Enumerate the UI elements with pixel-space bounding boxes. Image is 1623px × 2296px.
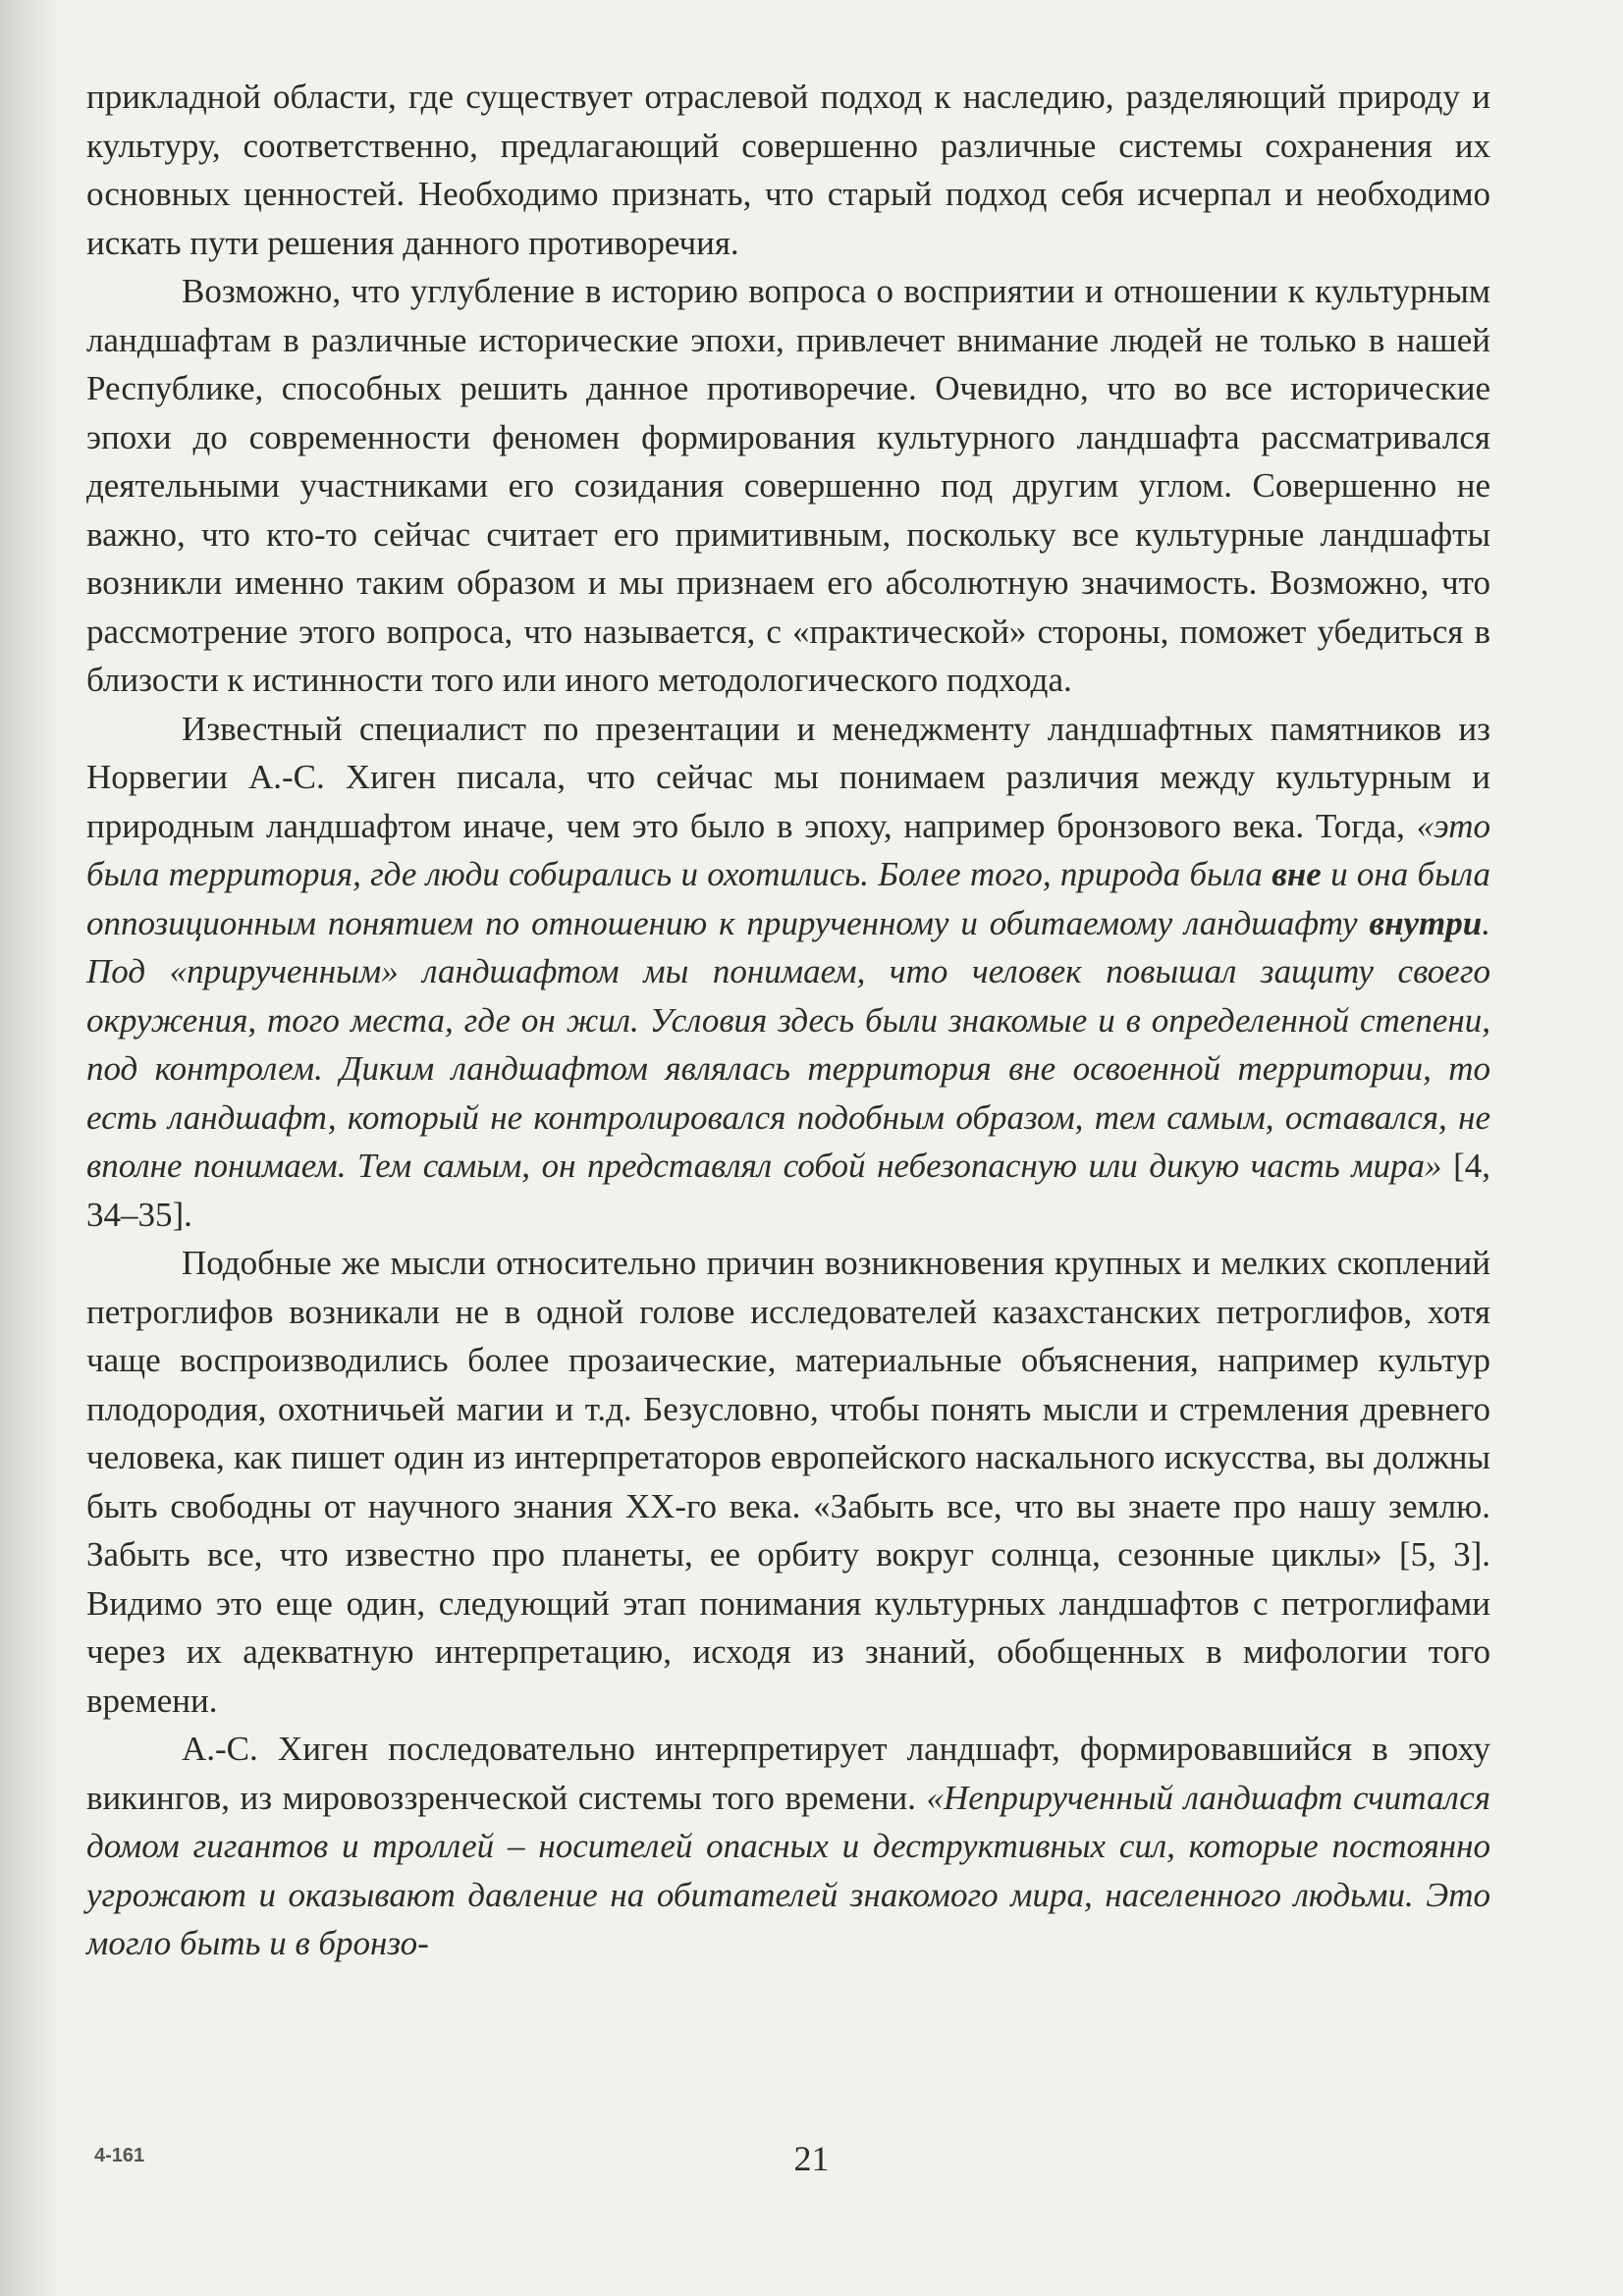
quote-text: и она была оппозиционным понятием по отношению к прирученному и обитаемому ландшафту: [86, 855, 1491, 942]
printer-signature: 4-161: [94, 2145, 145, 2166]
quote-text: вне: [1271, 855, 1322, 893]
paragraph-text: Известный специалист по презентации и менеджменту ландшафтных памятников из Норвегии А.-С. Хиген писала, что сейчас мы понимаем различия между культурным и природным ландшафтом иначе, чем это было в эпоху, например бронзового века. Тогда,: [86, 709, 1490, 845]
scan-edge-shadow: [0, 0, 59, 2296]
body-text: [86, 73, 1490, 1968]
paragraph: [86, 267, 1490, 705]
paragraph-text: прикладной области, где существует отраслевой подход к наследию, разделяющий природу и культуру, соответственно, предлагающий совершенно различные системы сохранения их основных ценностей. Необходимо признать, что старый подход себя исчерпал и необходимо искать пути решения данного противоречия.: [86, 78, 1490, 262]
paragraph-text: Возможно, что углубление в историю вопроса о восприятии и отношении к культурным ландшафтам в различные исторические эпохи, привлечет внимание людей не только в нашей Республике, способных решить данное противоречие. Очевидно, что во все исторические эпохи до современности феномен формирования культурного ландшафта рассматривался деятельными участниками его созидания совершенно под другим углом. Совершенно не важно, что кто-то сейчас считает его примитивным, поскольку все культурные ландшафты возникли именно таким образом и мы признаем его абсолютную значимость. Возможно, что рассмотрение этого вопроса, что называется, с «практической» стороны, поможет убедиться в близости к истинности того или иного методологического подхода.: [86, 272, 1490, 699]
paragraph-text: Подобные же мысли относительно причин возникновения крупных и мелких скоплений петроглифов возникали не в одной голове исследователей казахстанских петроглифов, хотя чаще воспроизводились более прозаические, материальные объяснения, например культур плодородия, охотничьей магии и т.д. Безусловно, чтобы понять мысли и стремления древнего человека, как пишет один из интерпретаторов европейского наскального искусства, вы должны быть свободны от научного знания XX-го века. «Забыть все, что вы знаете про нашу землю. Забыть все, что известно про планеты, ее орбиту вокруг солнца, сезонные циклы» [5, 3]. Видимо это еще один, следующий этап понимания культурных ландшафтов с петроглифами через их адекватную интерпретацию, исходя из знаний, обобщенных в мифологии того времени.: [86, 1244, 1490, 1720]
paragraph: [86, 73, 1490, 267]
quote-text: «Неприрученный ландшафт считался домом гигантов и троллей – носителей опасных и деструктивных сил, которые постоянно угрожают и оказывают давление на обитателей знакомого мира, населенного людьми. Это могло быть и в бронзо-: [86, 1778, 1490, 1962]
quote-text: внутри: [1369, 903, 1483, 942]
quote-text: «это была территория, где люди собирались и охотились. Более того, природа была: [86, 806, 1490, 893]
paragraph: [86, 705, 1490, 1240]
page-number: 21: [793, 2139, 830, 2178]
paragraph-text: А.-С. Хиген последовательно интерпретирует ландшафт, формировавшийся в эпоху викингов, из мировоззренческой системы того времени.: [86, 1730, 1490, 1817]
quote-text: . Под «прирученным» ландшафтом мы понимаем, что человек повышал защиту своего окружения, того места, где он жил. Условия здесь были знакомые и в определенной степени, под контролем. Диким ландшафтом являлась территория вне освоенной территории, то есть ландшафт, который не контролировался подобным образом, тем самым, оставался, не вполне понимаем. Тем самым, он представлял собой небезопасную или дикую часть мира»: [86, 903, 1490, 1185]
paragraph: [86, 1725, 1490, 1968]
paragraph: [86, 1239, 1490, 1725]
paragraph-text: [4, 34–35].: [86, 1147, 1491, 1234]
